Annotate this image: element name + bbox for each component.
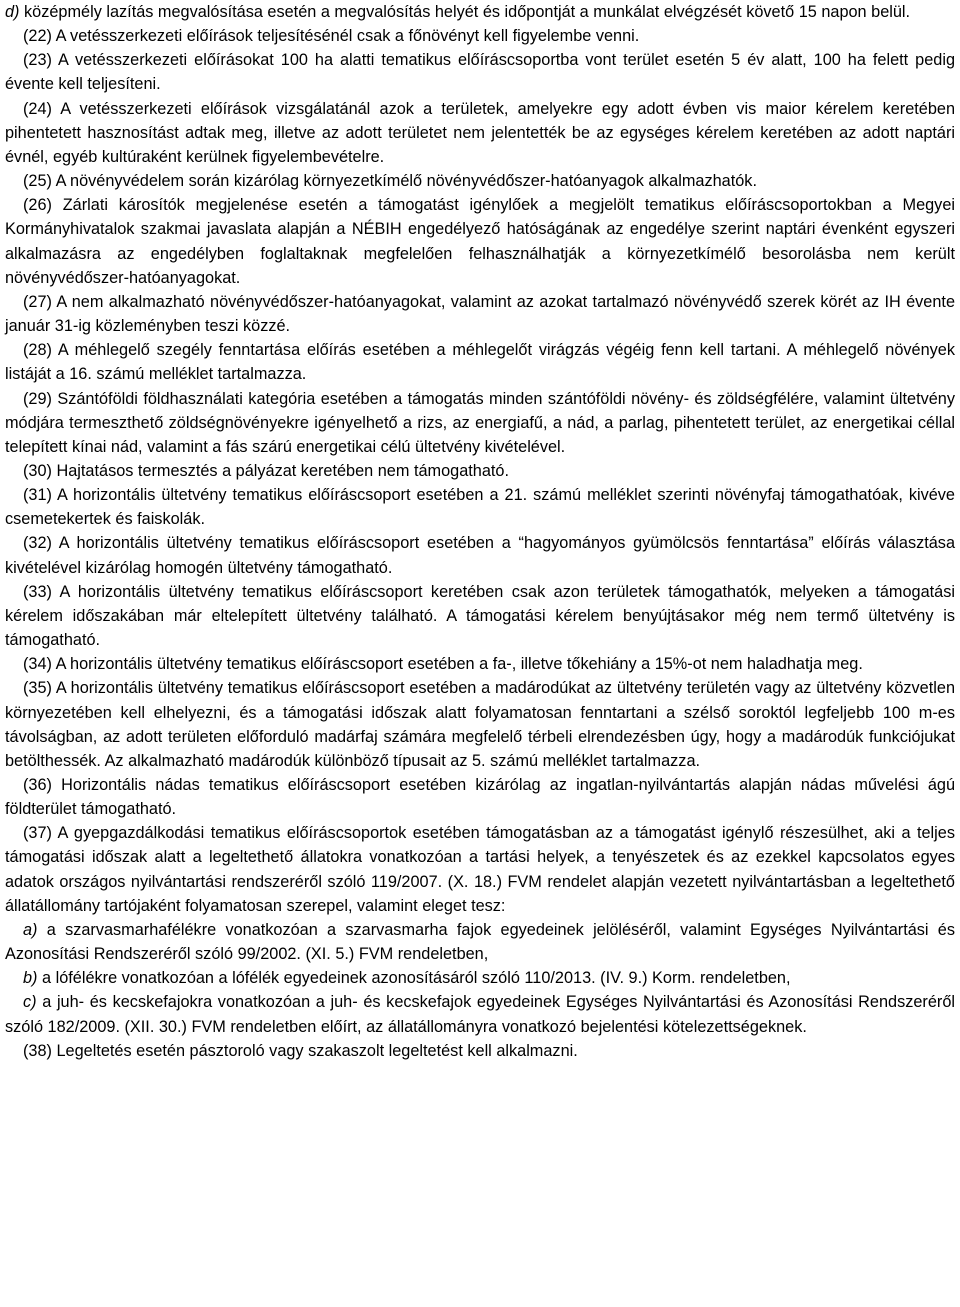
- paragraph-37-b-text: a lófélékre vonatkozóan a lófélék egyedeinek azonosításáról szóló 110/2013. (IV. 9.) Korm. rendeletben,: [37, 969, 791, 988]
- paragraph-d-text: középmély lazítás megvalósítása esetén a megvalósítás helyét és időpontját a munkálat elvégzését követő 15 napon belül.: [19, 3, 911, 21]
- paragraph-28: (28) A méhlegelő szegély fenntartása előírás esetében a méhlegelőt virágzás végéig fenn kell tartani. A méhlegelő növények listáját a 16. számú melléklet tartalmazza.: [5, 341, 955, 384]
- paragraph-24: (24) A vetésszerkezeti előírások vizsgálatánál azok a területek, amelyekre egy adott évben vis maior kérelem keretében pihentetett hasznosítást adtak meg, illetve az adott területet nem jelentették be az egységes kérelem keretében az adott naptári évnél, egyéb kultúraként kerülnek figyelembevételre.: [5, 99, 955, 166]
- paragraph-35: (35) A horizontális ültetvény tematikus előíráscsoport esetében a madárodúkat az ültetvény területén vagy az ültetvény közvetlen környezetében kell elhelyezni, és a támogatási időszak alatt folyamatosan fenntartani a szélső soroktól legfeljebb 100 m-es távolságban, az adott területen előforduló madárfaj számára megfelelő térbeli elrendezésben úgy, hogy a madárodúk funkciójukat betölthessék. Az alkalmazható madárodúk különböző típusait az 5. számú melléklet tartalmazza.: [5, 679, 955, 770]
- paragraph-25: (25) A növényvédelem során kizárólag környezetkímélő növényvédőszer-hatóanyagok alkalmazhatók.: [23, 172, 757, 191]
- paragraph-38: (38) Legeltetés esetén pásztoroló vagy szakaszolt legeltetést kell alkalmazni.: [23, 1041, 578, 1060]
- paragraph-37-c-text: a juh- és kecskefajokra vonatkozóan a juh- és kecskefajok egyedeinek Egységes Nyilvántartási és Azonosítási Rendszeréről szóló 182/2009. (XII. 30.) FVM rendeletben előírt, az állatállományra vonatkozó bejelentési kötelezettségeknek.: [5, 993, 955, 1036]
- paragraph-37: (37) A gyepgazdálkodási tematikus előíráscsoportok esetében támogatásban az a támogatást igénylő részesülhet, aki a teljes támogatási időszak alatt a legeltethető állatokra vonatkozóan a tartási helyek, a tenyészetek és az ezekkel kapcsolatos egyes adatok országos nyilvántartási rendszeréről szóló 119/2007. (X. 18.) FVM rendelet alapján vezetett nyilvántartásban a legeltethető állatállomány tartójaként folyamatosan szerepel, valamint eleget tesz:: [5, 824, 955, 915]
- paragraph-26: (26) Zárlati károsítók megjelenése esetén a támogatást igénylőek a megjelölt tematikus előíráscsoportokban a Megyei Kormányhivatalok szakmai javaslata alapján a NÉBIH engedélyező hatóságának az engedélye szerint naptári évenként egyszeri alkalmazásra az engedélyben foglaltaknak megfelelően felhasználhatják a környezetkímélő besorolásba nem került növényvédőszer-hatóanyagokat.: [5, 196, 955, 287]
- paragraph-33: (33) A horizontális ültetvény tematikus előíráscsoport keretében csak azon területek támogathatók, melyeken a támogatási kérelem időszakában már eltelepített ültetvény található. A támogatási kérelem benyújtásakor még nem termő ültetvény is támogatható.: [5, 582, 955, 650]
- paragraph-37-a-text: a szarvasmarhafélékre vonatkozóan a szarvasmarha fajok egyedeinek jelöléséről, valamint Egységes Nyilvántartási és Azonosítási Rendszeréről szóló 99/2002. (XI. 5.) FVM rendeletben,: [5, 920, 955, 964]
- paragraph-22: (22) A vetésszerkezeti előírások teljesítésénél csak a főnövényt kell figyelembe venni.: [23, 27, 640, 46]
- paragraph-23: (23) A vetésszerkezeti előírásokat 100 ha alatti tematikus előíráscsoportba vont terület esetén 5 év alatt, 100 ha felett pedig évente kell teljesíteni.: [5, 51, 955, 94]
- paragraph-34: (34) A horizontális ültetvény tematikus előíráscsoport esetében a fa-, illetve tőkehiány a 15%-ot nem haladhatja meg.: [23, 655, 863, 674]
- paragraph-29: (29) Szántóföldi földhasználati kategória esetében a támogatás minden szántóföldi növény- és zöldségfélére, valamint ültetvény módjára termeszthető zöldségnövényekre igényelhető a rizs, az energiafű, a nád, a parlag, pihentetett terület, az energetikai céllal telepített kínai nád, valamint a fás szárú energetikai célú ültetvény kivételével.: [5, 389, 955, 456]
- paragraph-27: (27) A nem alkalmazható növényvédőszer-hatóanyagokat, valamint az azokat tartalmazó növényvédő szerek körét az IH évente január 31-ig közleményben teszi közzé.: [5, 292, 955, 336]
- paragraph-32: (32) A horizontális ültetvény tematikus előíráscsoport esetében a “hagyományos gyümölcsös fenntartása” előírás választása kivételével kizárólag homogén ültetvény támogatható.: [5, 534, 955, 577]
- paragraph-30: (30) Hajtatásos termesztés a pályázat keretében nem támogatható.: [23, 461, 509, 480]
- item-label-c: c): [23, 993, 37, 1012]
- paragraph-31: (31) A horizontális ültetvény tematikus előíráscsoport esetében a 21. számú melléklet szerinti növényfaj támogathatóak, kivéve csemetekertek és faiskolák.: [5, 486, 955, 529]
- paragraph-37-c: [5, 990, 955, 1038]
- paragraph-37-b: [5, 966, 955, 990]
- item-label-a: a): [23, 920, 38, 939]
- paragraph-37-a: [5, 918, 955, 966]
- item-label-b: b): [23, 969, 38, 988]
- paragraph-36: (36) Horizontális nádas tematikus előíráscsoport esetében kizárólag az ingatlan-nyilvántartás alapján nádas művelési ágú földterület támogatható.: [5, 776, 955, 819]
- paragraph-d: [5, 0, 955, 24]
- item-label-d: d): [5, 3, 20, 21]
